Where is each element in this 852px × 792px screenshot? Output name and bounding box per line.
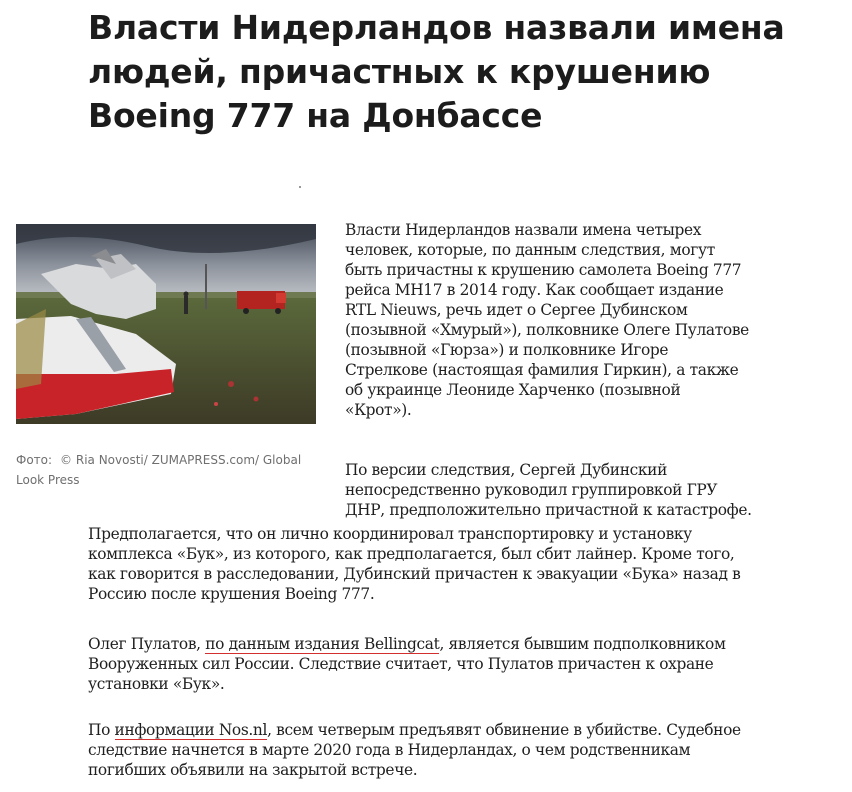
nos-nl-link[interactable]: информации Nos.nl <box>114 721 268 739</box>
paragraph-5 <box>88 720 768 780</box>
headline-line: Власти Нидерландов назвали имена <box>88 8 785 47</box>
text-line: По версии следствия, Сергей Дубинский <box>345 461 667 479</box>
text-line: установки «Бук». <box>88 675 225 693</box>
text-line: быть причастны к крушению самолета Boeing 777 <box>345 261 742 279</box>
text-line: Стрелкове (настоящая фамилия Гиркин), а также <box>345 361 739 379</box>
photo-caption <box>16 450 316 490</box>
text-line: рейса MH17 в 2014 году. Как сообщает издание <box>345 281 724 299</box>
paragraph-3 <box>88 524 768 604</box>
text-line: непосредственно руководил группировкой ГРУ <box>345 481 718 499</box>
text-segment: , является бывшим подполковником <box>439 635 726 653</box>
text-line: ДНР, предположительно причастной к катастрофе. <box>345 501 752 519</box>
text-line: комплекса «Бук», из которого, как предполагается, был сбит лайнер. Кроме того, <box>88 545 735 563</box>
text-segment: По <box>88 721 115 739</box>
paragraph-2 <box>345 460 765 520</box>
article-photo <box>16 224 316 424</box>
article-headline <box>88 6 788 138</box>
text-line: (позывной «Гюрза») и полковнике Игоре <box>345 341 669 359</box>
text-line: Вооруженных сил России. Следствие считает, что Пулатов причастен к охране <box>88 655 714 673</box>
text-line: «Крот»). <box>345 401 412 419</box>
text-segment: , всем четверым предъявят обвинение в убийстве. Судебное <box>267 721 741 739</box>
text-line: погибших объявили на закрытой встрече. <box>88 761 418 779</box>
caption-label: Фото: <box>16 453 53 467</box>
paragraph-1 <box>345 220 765 420</box>
headline-line: Boeing 777 на Донбассе <box>88 96 543 135</box>
text-line: Власти Нидерландов назвали имена четырех <box>345 221 702 239</box>
divider-dot <box>299 186 301 188</box>
headline-line: людей, причастных к крушению <box>88 52 711 91</box>
caption-source-cont: Look Press <box>16 473 80 487</box>
text-line: об украинце Леониде Харченко (позывной <box>345 381 681 399</box>
text-line <box>88 720 768 740</box>
text-segment: Олег Пулатов, <box>88 635 206 653</box>
text-line: Предполагается, что он лично координировал транспортировку и установку <box>88 525 692 543</box>
paragraph-4 <box>88 634 768 694</box>
text-line: (позывной «Хмурый»), полковнике Олеге Пулатове <box>345 321 749 339</box>
text-line: человек, которые, по данным следствия, могут <box>345 241 715 259</box>
text-line: Россию после крушения Boeing 777. <box>88 585 375 603</box>
text-line: следствие начнется в марте 2020 года в Нидерландах, о чем родственникам <box>88 741 691 759</box>
text-line <box>88 634 768 654</box>
caption-source: © Ria Novosti/ ZUMAPRESS.com/ Global <box>60 453 302 467</box>
text-line: RTL Nieuws, речь идет о Сергее Дубинском <box>345 301 688 319</box>
bellingcat-link[interactable]: по данным издания Bellingcat <box>205 635 440 653</box>
text-line: как говорится в расследовании, Дубинский причастен к эвакуации «Бука» назад в <box>88 565 741 583</box>
